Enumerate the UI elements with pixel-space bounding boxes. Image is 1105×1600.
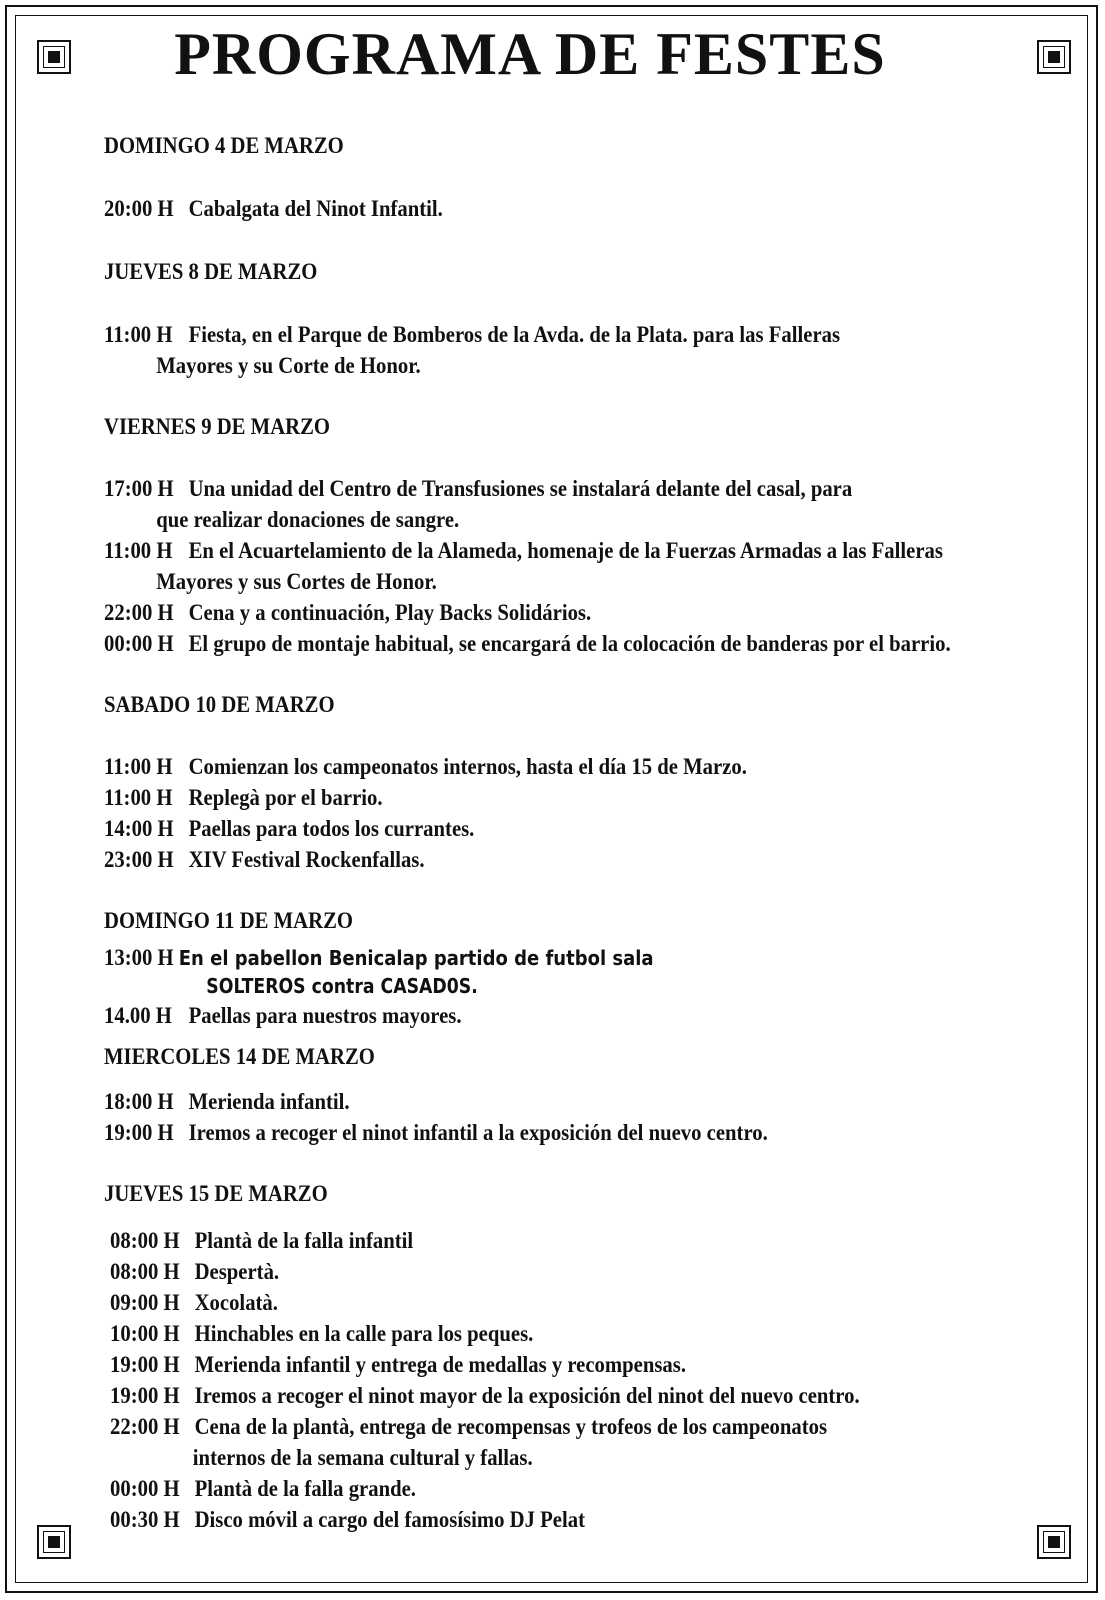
day-heading: SABADO 10 DE MARZO bbox=[104, 692, 335, 717]
event-time: 22:00 H bbox=[104, 600, 174, 625]
event-line bbox=[110, 1287, 987, 1318]
event-text: Fiesta, en el Parque de Bomberos de la Avda. de la Plata. para las Falleras bbox=[188, 322, 841, 347]
event-time: 14:00 H bbox=[104, 816, 174, 841]
event-line bbox=[104, 1117, 986, 1148]
event-line bbox=[110, 1225, 987, 1256]
event-text: Paellas para nuestros mayores. bbox=[188, 1003, 462, 1028]
event-time: 08:00 H bbox=[110, 1228, 180, 1253]
event-text: Xocolatà. bbox=[194, 1290, 278, 1315]
event-line bbox=[104, 319, 986, 381]
event-time: 08:00 H bbox=[110, 1259, 180, 1284]
event-text: Paellas para todos los currantes. bbox=[188, 816, 475, 841]
event-text: Comienzan los campeonatos internos, hasta el día 15 de Marzo. bbox=[188, 754, 747, 779]
event-text-continued: internos de la semana cultural y fallas. bbox=[192, 1445, 533, 1470]
event-line bbox=[104, 193, 986, 224]
event-text-continued: Mayores y sus Cortes de Honor. bbox=[156, 569, 437, 594]
event-text: Hinchables en la calle para los peques. bbox=[194, 1321, 534, 1346]
event-line bbox=[104, 473, 986, 535]
day-heading: DOMINGO 4 DE MARZO bbox=[104, 133, 344, 158]
event-time: 11:00 H bbox=[104, 538, 173, 563]
event-line bbox=[104, 944, 986, 1000]
event-time: 18:00 H bbox=[104, 1089, 174, 1114]
event-text: Plantà de la falla infantil bbox=[194, 1228, 414, 1253]
event-time: 14.00 H bbox=[104, 1003, 172, 1028]
event-time: 17:00 H bbox=[104, 476, 174, 501]
event-line bbox=[110, 1411, 987, 1473]
event-line bbox=[104, 813, 986, 844]
event-line bbox=[104, 844, 986, 875]
event-time: 00:30 H bbox=[110, 1507, 180, 1532]
day-heading: MIERCOLES 14 DE MARZO bbox=[104, 1044, 375, 1069]
day-heading: VIERNES 9 DE MARZO bbox=[104, 414, 331, 439]
event-text: Una unidad del Centro de Transfusiones se instalará delante del casal, para bbox=[188, 476, 853, 501]
event-time: 23:00 H bbox=[104, 847, 174, 872]
event-text-continued: Mayores y su Corte de Honor. bbox=[156, 353, 421, 378]
corner-ornament-bottom-left bbox=[37, 1525, 71, 1559]
event-text: En el pabellon Benicalap partido de futbol sala bbox=[178, 946, 654, 970]
event-text: XIV Festival Rockenfallas. bbox=[188, 847, 425, 872]
event-time: 20:00 H bbox=[104, 196, 174, 221]
event-time: 19:00 H bbox=[110, 1383, 180, 1408]
day-heading: DOMINGO 11 DE MARZO bbox=[104, 908, 353, 933]
event-line bbox=[104, 628, 986, 659]
event-text: Cena de la plantà, entrega de recompensas y trofeos de los campeonatos bbox=[194, 1414, 828, 1439]
day-heading: JUEVES 8 DE MARZO bbox=[104, 259, 318, 284]
event-text: Plantà de la falla grande. bbox=[194, 1476, 416, 1501]
event-text: Merienda infantil. bbox=[188, 1089, 350, 1114]
program-content bbox=[104, 130, 1084, 1535]
event-time: 13:00 H bbox=[104, 945, 174, 970]
page-title: PROGRAMA DE FESTES bbox=[174, 21, 886, 87]
event-line bbox=[110, 1380, 987, 1411]
event-time: 19:00 H bbox=[104, 1120, 174, 1145]
day-heading: JUEVES 15 DE MARZO bbox=[104, 1181, 328, 1206]
event-time: 11:00 H bbox=[104, 322, 173, 347]
event-line bbox=[110, 1504, 987, 1535]
event-line bbox=[104, 1000, 986, 1031]
event-time: 00:00 H bbox=[110, 1476, 180, 1501]
event-text: Iremos a recoger el ninot infantil a la exposición del nuevo centro. bbox=[188, 1120, 768, 1145]
event-text: Disco móvil a cargo del famosísimo DJ Pelat bbox=[194, 1507, 585, 1532]
event-time: 11:00 H bbox=[104, 785, 173, 810]
event-time: 10:00 H bbox=[110, 1321, 180, 1346]
event-time: 09:00 H bbox=[110, 1290, 180, 1315]
event-time: 11:00 H bbox=[104, 754, 173, 779]
event-line bbox=[104, 1086, 986, 1117]
event-text: En el Acuartelamiento de la Alameda, homenaje de la Fuerzas Armadas a las Falleras bbox=[188, 538, 943, 563]
event-text: Cena y a continuación, Play Backs Solidários. bbox=[188, 600, 592, 625]
event-line bbox=[110, 1473, 987, 1504]
event-text-continued: que realizar donaciones de sangre. bbox=[156, 507, 460, 532]
event-line bbox=[104, 597, 986, 628]
event-text: Despertà. bbox=[194, 1259, 280, 1284]
event-text: Cabalgata del Ninot Infantil. bbox=[188, 196, 443, 221]
event-text-continued: SOLTEROS contra CASAD0S. bbox=[206, 974, 478, 998]
event-line bbox=[104, 782, 986, 813]
event-line bbox=[104, 535, 986, 597]
event-line bbox=[110, 1318, 987, 1349]
event-line bbox=[110, 1256, 987, 1287]
event-time: 19:00 H bbox=[110, 1352, 180, 1377]
event-text: Replegà por el barrio. bbox=[188, 785, 383, 810]
event-text: Iremos a recoger el ninot mayor de la exposición del ninot del nuevo centro. bbox=[194, 1383, 860, 1408]
event-text: Merienda infantil y entrega de medallas y recompensas. bbox=[194, 1352, 686, 1377]
event-time: 00:00 H bbox=[104, 631, 174, 656]
event-line bbox=[110, 1349, 987, 1380]
event-text: El grupo de montaje habitual, se encargará de la colocación de banderas por el barrio. bbox=[188, 631, 951, 656]
event-line bbox=[104, 751, 986, 782]
event-time: 22:00 H bbox=[110, 1414, 180, 1439]
